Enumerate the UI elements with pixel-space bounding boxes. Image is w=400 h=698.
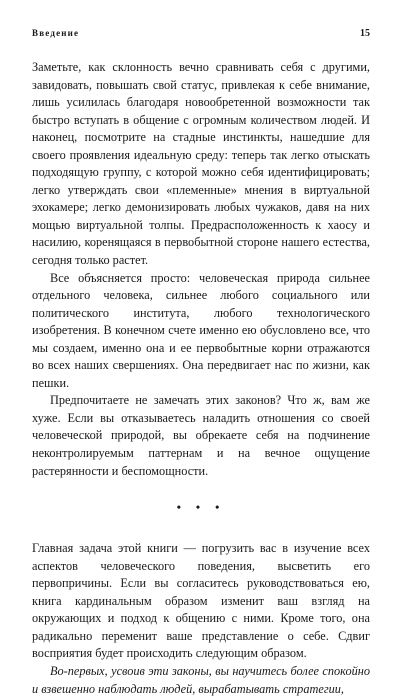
running-header xyxy=(32,28,370,42)
page-number: 15 xyxy=(360,28,370,39)
section-title: Введение xyxy=(32,28,80,38)
paragraph: Предпочитаете не замечать этих законов? Что ж, вам же хуже. Если вы отказываетесь наладить отношения со своей человеческой природой, вы обрекаете себя на подчинение неконтролируемым паттернам и на вечное ощущение растерянности и беспомощности. xyxy=(32,393,370,478)
paragraph: Главная задача этой книги — погрузить вас в изучение всех аспектов человеческого поведения, высветить его первопричины. Если вы согласитесь руководствоваться ею, книга кардинальным образом изменит ваш взгляд на окружающих и подход к общению с ними. Кроме того, она радикально переменит ваше представление о себе. Сдвиг восприятия будет происходить следующим образом. xyxy=(32,541,370,661)
paragraph: Все объясняется просто: человеческая природа сильнее отдельного человека, сильнее любого социального или политического института, любого технологического изобретения. В конечном счете именно ею обусловлено все, что мы создаем, именно она и ее первобытные корни отражаются во всех наших свершениях. Она передвигает нас по жизни, как пешки. xyxy=(32,270,370,390)
section-separator: • • • xyxy=(176,500,226,515)
main-text xyxy=(32,59,370,698)
paragraph: Заметьте, как склонность вечно сравнивать себя с другими, завидовать, повышать свой статус, привлекая к себе внимание, лишь усилилась благодаря новообретенной возможности так быстро вступать в общение с огромным количеством людей. И наконец, посмотрите на стадные инстинкты, нашедшие для своего проявления идеальную среду: теперь так легко отыскать подходящую группу, с которой можно себя идентифицировать; легко утверждать свои «племенные» мнения в виртуальной эхокамере; легко демонизировать любых чужаков, давя на них мощью виртуальной толпы. Предрасположенность к хаосу и насилию, коренящаяся в первобытной стороне нашего естества, сегодня только растет. xyxy=(32,60,370,268)
paragraph: Во-первых, усвоив эти законы, вы научитесь более спокойно и взвешенно наблюдать людей, вырабатывать стратегии, xyxy=(32,663,370,696)
